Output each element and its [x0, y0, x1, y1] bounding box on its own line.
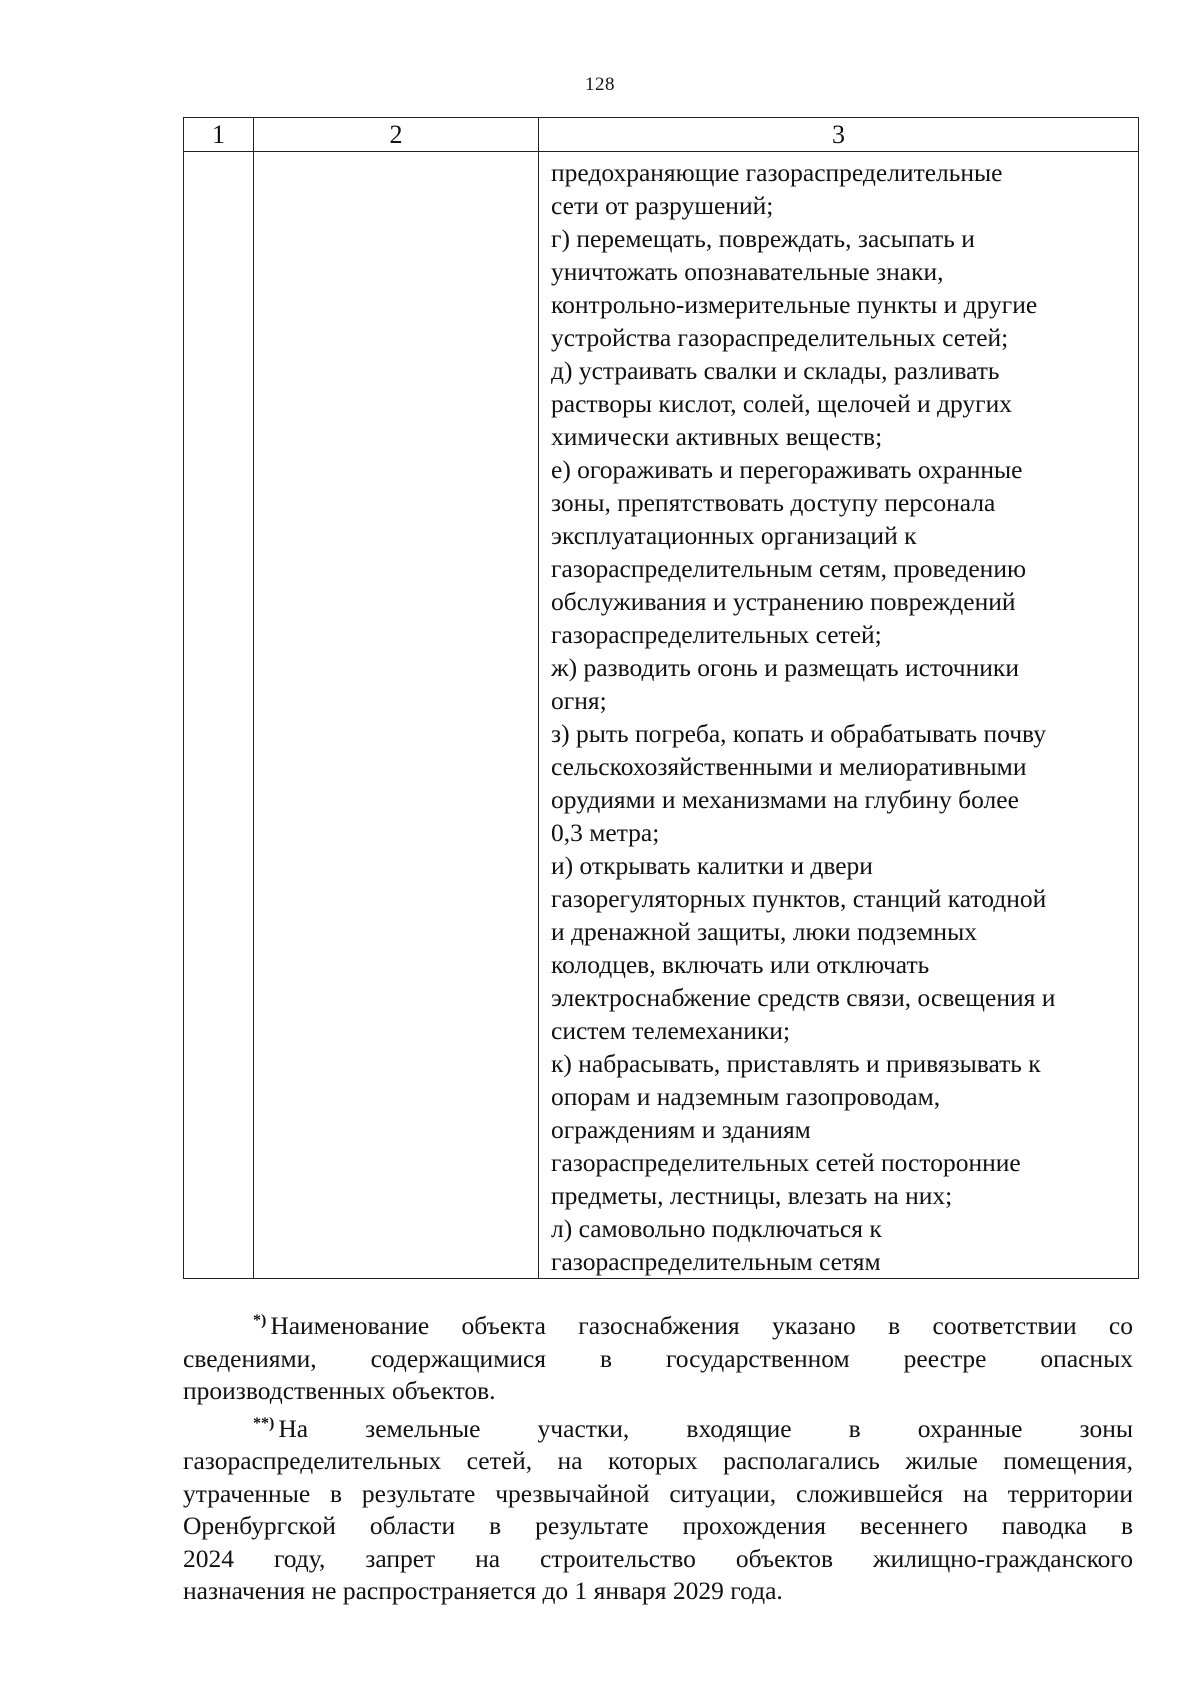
- text-line: ограждениям и зданиям: [551, 1115, 811, 1144]
- restrictions-text: [539, 152, 1138, 1278]
- text-line: з) рыть погреба, копать и обрабатывать почву: [551, 719, 1046, 748]
- text-line: г) перемещать, повреждать, засыпать и: [551, 224, 975, 253]
- text-line: орудиями и механизмами на глубину более: [551, 785, 1019, 814]
- text-line: опорам и надземным газопроводам,: [551, 1082, 941, 1111]
- table-cell-col1: [184, 152, 254, 1279]
- text-line: уничтожать опознавательные знаки,: [551, 257, 944, 286]
- text-line: колодцев, включать или отключать: [551, 950, 930, 979]
- text-line: и) открывать калитки и двери: [551, 851, 873, 880]
- text-line: газораспределительных сетей посторонние: [551, 1148, 1021, 1177]
- footnotes: [183, 1305, 1133, 1608]
- text-line: эксплуатационных организаций к: [551, 521, 917, 550]
- table-cell-col2: [254, 152, 539, 1279]
- text-line: е) огораживать и перегораживать охранные: [551, 455, 1023, 484]
- text-line: электроснабжение средств связи, освещения и: [551, 983, 1056, 1012]
- text-line: к) набрасывать, приставлять и привязывать к: [551, 1049, 1041, 1078]
- footnote-text: Наименование объекта газоснабжения указано в соответствии со: [270, 1311, 1133, 1340]
- text-line: химически активных веществ;: [551, 422, 883, 451]
- text-line: сети от разрушений;: [551, 191, 774, 220]
- text-line: обслуживания и устранению повреждений: [551, 587, 1016, 616]
- text-line: огня;: [551, 686, 607, 715]
- text-line: л) самовольно подключаться к: [551, 1214, 882, 1243]
- footnote-2: [183, 1408, 1133, 1608]
- footnote-line: [183, 1305, 1133, 1343]
- table-row: [184, 152, 1139, 1279]
- text-line: и дренажной защиты, люки подземных: [551, 917, 977, 946]
- footnote-line: производственных объектов.: [183, 1376, 496, 1405]
- footnote-line: Оренбургской области в результате прохождения весеннего паводка в: [183, 1511, 1133, 1540]
- text-line: газорегуляторных пунктов, станций катодной: [551, 884, 1047, 913]
- text-line: контрольно-измерительные пункты и другие: [551, 290, 1038, 319]
- text-line: растворы кислот, солей, щелочей и других: [551, 389, 1012, 418]
- text-line: газораспределительных сетей;: [551, 620, 882, 649]
- text-line: предохраняющие газораспределительные: [551, 158, 1003, 187]
- text-line: предметы, лестницы, влезать на них;: [551, 1181, 953, 1210]
- text-line: газораспределительным сетям, проведению: [551, 554, 1027, 583]
- page-number: 128: [585, 74, 615, 95]
- column-header-3: 3: [539, 118, 1139, 152]
- column-header-1: 1: [184, 118, 254, 152]
- table-header-row: [184, 118, 1139, 152]
- text-line: устройства газораспределительных сетей;: [551, 323, 1009, 352]
- footnote-line: [183, 1408, 1133, 1446]
- footnote-marker: **): [253, 1414, 275, 1432]
- text-line: 0,3 метра;: [551, 818, 660, 847]
- footnote-line: 2024 году, запрет на строительство объектов жилищно-гражданского: [183, 1543, 1133, 1573]
- text-line: д) устраивать свалки и склады, разливать: [551, 356, 1000, 385]
- text-line: ж) разводить огонь и размещать источники: [551, 653, 1019, 682]
- table-cell-col3: [539, 152, 1139, 1279]
- document-table: [183, 117, 1139, 1279]
- column-header-2: 2: [254, 118, 539, 152]
- footnote-marker: *): [253, 1312, 267, 1329]
- text-line: зоны, препятствовать доступу персонала: [551, 488, 996, 517]
- footnote-text: На земельные участки, входящие в охранные зоны: [278, 1413, 1133, 1443]
- footnote-line: газораспределительных сетей, на которых располагались жилые помещения,: [183, 1446, 1133, 1475]
- footnote-line: назначения не распространяется до 1 января 2029 года.: [183, 1576, 783, 1605]
- text-line: сельскохозяйственными и мелиоративными: [551, 752, 1027, 781]
- text-line: газораспределительным сетям: [551, 1247, 881, 1276]
- text-line: систем телемеханики;: [551, 1016, 791, 1045]
- footnote-line: утраченные в результате чрезвычайной ситуации, сложившейся на территории: [183, 1478, 1133, 1508]
- footnote-1: [183, 1305, 1133, 1408]
- footnote-line: сведениями, содержащимися в государственном реестре опасных: [183, 1343, 1133, 1373]
